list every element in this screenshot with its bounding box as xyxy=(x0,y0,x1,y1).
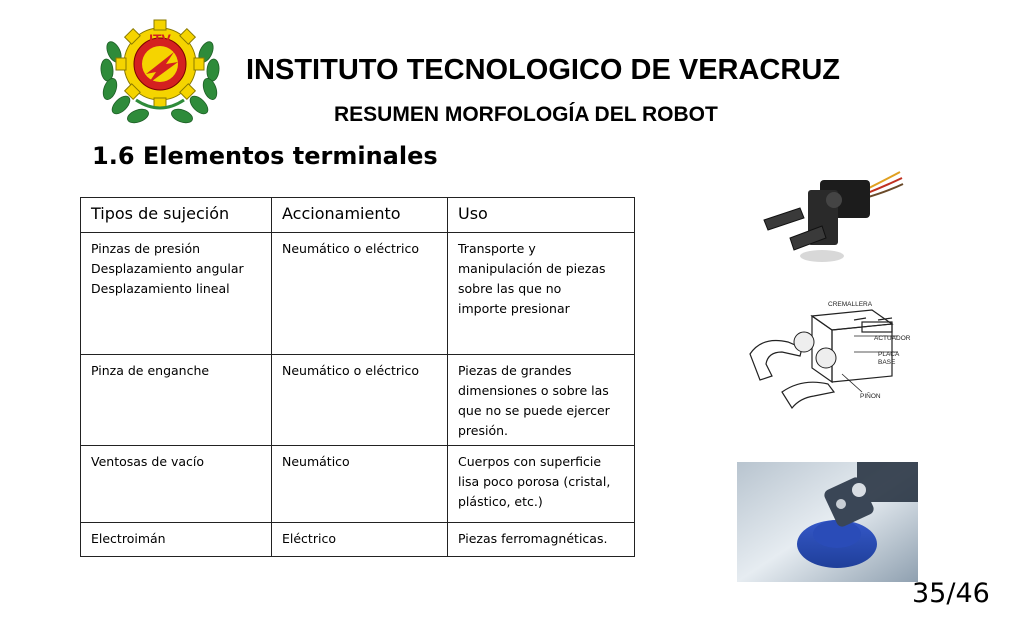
section-title: 1.6 Elementos terminales xyxy=(92,142,438,170)
cell-accionamiento xyxy=(272,355,448,446)
cell-line: Eléctrico xyxy=(282,531,336,546)
cell-uso xyxy=(448,233,635,355)
cell-line: Neumático o eléctrico xyxy=(282,363,420,378)
cell-accionamiento xyxy=(272,233,448,355)
rack-pinion-diagram xyxy=(742,296,920,418)
cell-tipo xyxy=(81,523,272,557)
itv-logo xyxy=(96,12,224,128)
cell-line: Desplazamiento angular xyxy=(91,261,244,276)
cell-line: dimensiones o sobre las xyxy=(458,383,609,398)
cell-uso xyxy=(448,523,635,557)
cell-line: Transporte y xyxy=(458,241,536,256)
cell-line: Desplazamiento lineal xyxy=(91,281,230,296)
table-row xyxy=(81,523,635,557)
cell-line: Cuerpos con superficie xyxy=(458,454,602,469)
cell-line: Electroimán xyxy=(91,531,166,546)
header-uso: Uso xyxy=(448,198,635,233)
cell-accionamiento xyxy=(272,446,448,523)
label-base: BASE xyxy=(878,359,896,366)
label-pinon: PIÑON xyxy=(860,393,881,400)
cell-uso xyxy=(448,446,635,523)
cell-line: Pinza de enganche xyxy=(91,363,210,378)
cell-tipo xyxy=(81,355,272,446)
cell-line: sobre las que no xyxy=(458,281,562,296)
page-number: 35/46 xyxy=(912,578,990,609)
label-cremallera: CREMALLERA xyxy=(828,301,873,308)
terminal-elements-table xyxy=(80,197,635,557)
slide-subtitle: RESUMEN MORFOLOGÍA DEL ROBOT xyxy=(334,103,718,126)
cell-tipo xyxy=(81,233,272,355)
cell-line: importe presionar xyxy=(458,301,570,316)
servo-gripper-image xyxy=(760,160,905,265)
cell-line: Piezas de grandes xyxy=(458,363,572,378)
header-accionamiento: Accionamiento xyxy=(272,198,448,233)
vacuum-cup-photo xyxy=(737,462,918,582)
table-header-row xyxy=(81,198,635,233)
cell-tipo xyxy=(81,446,272,523)
table-row xyxy=(81,233,635,355)
cell-line: Piezas ferromagnéticas. xyxy=(458,531,608,546)
cell-line: Ventosas de vacío xyxy=(91,454,205,469)
cell-line: manipulación de piezas xyxy=(458,261,606,276)
cell-line: Neumático xyxy=(282,454,350,469)
cell-line: lisa poco porosa (cristal, xyxy=(458,474,611,489)
cell-line: que no se puede ejercer xyxy=(458,403,610,418)
logo-text: ITV xyxy=(149,31,171,47)
label-actuador: ACTUADOR xyxy=(874,335,911,342)
table-row xyxy=(81,446,635,523)
header-tipos: Tipos de sujeción xyxy=(81,198,272,233)
cell-uso xyxy=(448,355,635,446)
cell-line: plástico, etc.) xyxy=(458,494,543,509)
label-placa: PLACA xyxy=(878,351,900,358)
institute-title: INSTITUTO TECNOLOGICO DE VERACRUZ xyxy=(246,54,840,86)
table-row xyxy=(81,355,635,446)
cell-line: Neumático o eléctrico xyxy=(282,241,420,256)
cell-line: Pinzas de presión xyxy=(91,241,201,256)
cell-line: presión. xyxy=(458,423,509,438)
cell-accionamiento xyxy=(272,523,448,557)
